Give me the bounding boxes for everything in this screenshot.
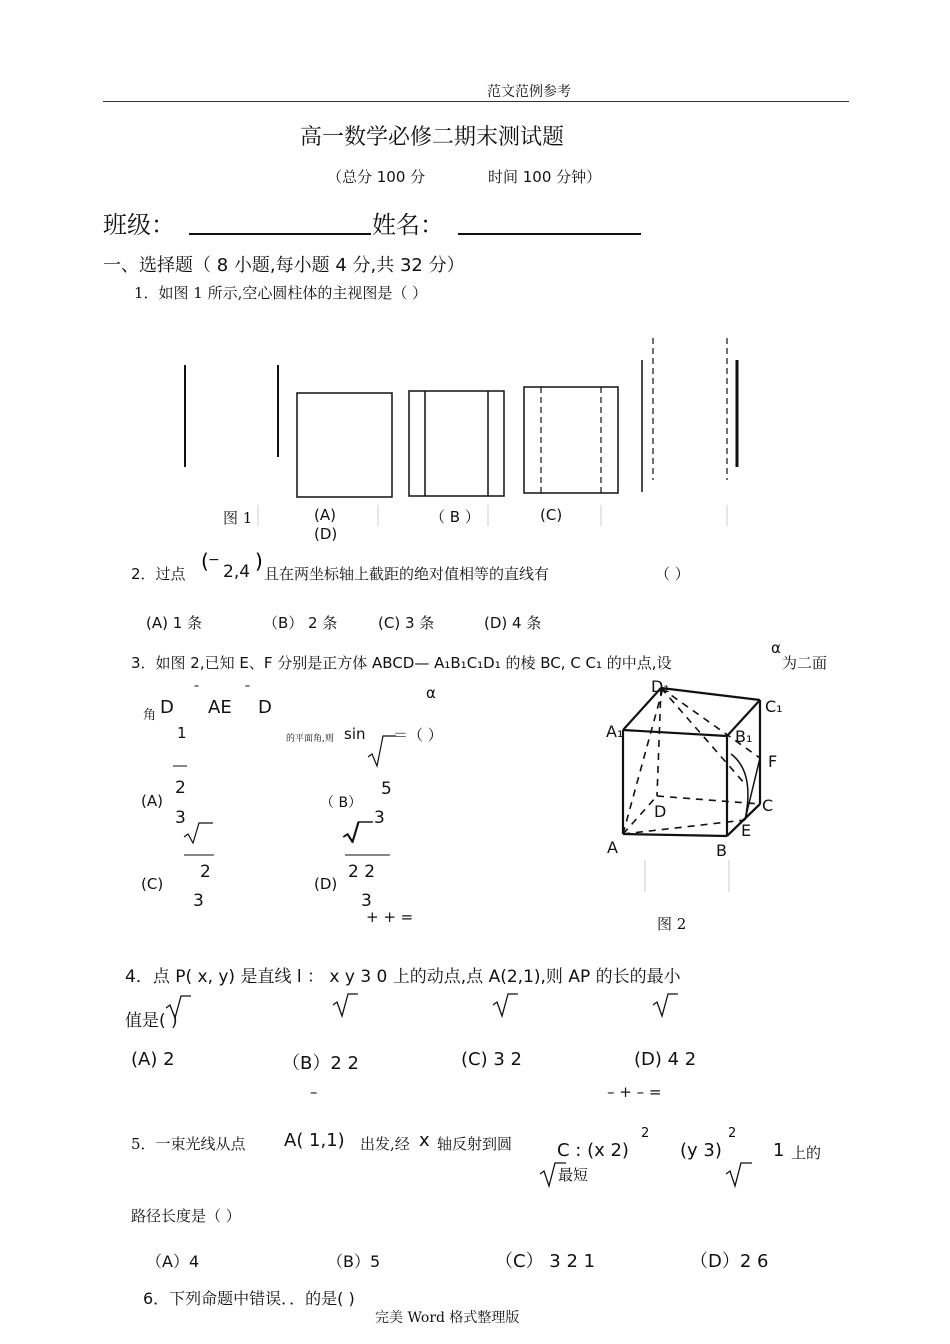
q3-sub1: 1 <box>177 724 187 742</box>
q3-d1: D <box>258 697 272 718</box>
q3-option-d-num: 2 2 <box>348 862 376 882</box>
q2-option-a[interactable]: (A) 1 条 <box>146 614 203 632</box>
svg-text:(: ( <box>201 549 209 573</box>
cube-label-c: C <box>762 796 774 815</box>
q2-text: 且在两坐标轴上截距的绝对值相等的直线有 <box>264 565 550 583</box>
figure-1 <box>0 330 950 530</box>
q5-i: 上的 <box>791 1144 822 1162</box>
q3-option-b-num: 5 <box>381 779 392 799</box>
q4-line2: 值是( ) <box>125 1011 178 1031</box>
page-title: 高一数学必修二期末测试题 <box>300 125 565 150</box>
q3-overbar-2: ¯ <box>244 684 251 700</box>
cube-label-f: F <box>768 752 778 771</box>
q2-option-b[interactable]: （B） 2 条 <box>263 614 338 632</box>
figure-1-label: 图 1 <box>223 509 253 527</box>
cube-label-b: B <box>716 841 727 860</box>
footer-caption: 完美 Word 格式整理版 <box>375 1310 520 1326</box>
q5-circle-x: C : (x 2) <box>557 1140 629 1161</box>
name-blank[interactable] <box>458 233 641 235</box>
name-label: 姓名： <box>372 211 444 239</box>
q3-option-b[interactable]: （ B） <box>320 795 363 811</box>
q5-x: x <box>419 1130 430 1151</box>
q5-option-c[interactable]: （C） 3 2 1 <box>495 1251 596 1272</box>
q2-option-d[interactable]: (D) 4 条 <box>484 614 542 632</box>
q4-option-a[interactable]: (A) 2 <box>131 1049 175 1070</box>
q3-alpha-2: α <box>426 684 436 702</box>
subtitle-time: 时间 100 分钟） <box>488 168 602 186</box>
q1-option-b[interactable]: （ B ） <box>430 508 480 526</box>
q5-sqrt-marks <box>538 1160 758 1192</box>
q3-alpha: α <box>771 639 781 657</box>
option-b-view <box>409 391 504 496</box>
q3-option-b-den: 3 <box>374 808 385 828</box>
option-c-view <box>524 387 618 493</box>
question-1: 1．如图 1 所示,空心圆柱体的主视图是（ ） <box>134 284 428 302</box>
q3-option-d-den: 3 <box>361 891 372 911</box>
q5-option-b[interactable]: （B）5 <box>327 1252 381 1271</box>
cube-label-d: D <box>654 802 667 821</box>
q3-small-text: 的平面角,则 <box>286 734 334 744</box>
header-rule <box>103 101 849 102</box>
q1-option-c[interactable]: (C) <box>540 506 563 524</box>
header-caption: 范文范例参考 <box>487 84 571 100</box>
cube-label-a: A <box>607 838 618 857</box>
cube-edge-a1b1 <box>623 730 727 736</box>
q3-sin: sin <box>344 725 366 743</box>
section-heading: 一、选择题（ 8 小题,每小题 4 分,共 32 分） <box>103 255 465 276</box>
cube-label-e: E <box>741 821 752 840</box>
q5-one: 1 <box>773 1140 785 1161</box>
q5-point: A( 1,1) <box>284 1130 345 1151</box>
figure-2-label: 图 2 <box>657 915 687 933</box>
q5-j: 最短 <box>558 1166 589 1184</box>
q4-mark-minus: – <box>310 1083 318 1101</box>
q3-option-c-num: 2 <box>200 862 211 882</box>
q2-minus: − <box>208 552 220 568</box>
q4-marks: – + – = <box>607 1083 662 1101</box>
q3-d: D <box>160 697 174 718</box>
class-blank[interactable] <box>189 233 371 235</box>
cube-label-b1: B₁ <box>735 727 753 746</box>
q3-line1-end: 为二面 <box>782 654 828 672</box>
q4-option-c[interactable]: (C) 3 2 <box>461 1049 522 1070</box>
q2-number: 2．过点 <box>131 565 186 583</box>
q3-option-d[interactable]: (D) <box>314 875 338 893</box>
class-label: 班级： <box>103 211 175 239</box>
q3-plus-marks: + + = <box>366 908 414 926</box>
q5-option-a[interactable]: （A）4 <box>146 1252 200 1271</box>
q1-option-d[interactable]: (D) <box>314 525 338 543</box>
q2-point: 2,4 <box>223 562 251 582</box>
option-a-view <box>297 393 392 497</box>
q3-option-c[interactable]: (C) <box>141 875 164 893</box>
q3-eq: ＝（ ） <box>393 726 443 744</box>
q5-sup-2: 2 <box>728 1126 737 1141</box>
q3-jiao: 角 <box>143 708 157 723</box>
q5-option-d[interactable]: （D）2 6 <box>690 1251 769 1272</box>
cube-label-a1: A₁ <box>606 722 624 741</box>
q1-option-a[interactable]: (A) <box>314 506 336 524</box>
q5-c: 出发,经 <box>360 1135 410 1153</box>
q5-a: 5．一束光线从点 <box>131 1135 246 1153</box>
figure-2-cube <box>595 672 825 902</box>
q2-option-c[interactable]: (C) 3 条 <box>378 614 435 632</box>
q5-e: 轴反射到圆 <box>437 1135 513 1153</box>
q4-option-b[interactable]: （B）2 2 <box>282 1053 359 1074</box>
q3-ae: AE <box>208 697 232 718</box>
q5-circle-y: (y 3) <box>680 1140 722 1161</box>
q4-option-d[interactable]: (D) 4 2 <box>634 1049 697 1070</box>
q5-sup-1: 2 <box>641 1126 650 1141</box>
q3-overbar: ¯ <box>193 684 200 700</box>
svg-text:): ) <box>255 549 263 573</box>
q3-option-a[interactable]: (A) <box>141 792 163 810</box>
q3-option-c-den: 3 <box>193 891 204 911</box>
q4-line1: 4．点 P( x, y) 是直线 l ： x y 3 0 上的动点,点 A(2,1),则 AP 的长的最小 <box>125 967 681 987</box>
q3-option-a-den: 3 <box>175 808 186 828</box>
q4-sqrt-marks <box>160 992 700 1032</box>
q2-answer-paren: （ ） <box>655 565 690 583</box>
cube-label-c1: C₁ <box>765 697 783 716</box>
question-6: 6．下列命题中错误．．的是( ) <box>143 1289 355 1308</box>
cube-label-d1: D₁ <box>651 677 670 696</box>
q5-line2: 路径长度是（ ） <box>131 1207 241 1225</box>
q3-option-a-num: 2 <box>175 778 186 798</box>
subtitle-score: （总分 100 分 <box>327 168 426 186</box>
q3-line1: 3．如图 2,已知 E、F 分别是正方体 ABCD— A₁B₁C₁D₁ 的棱 BC, C C₁ 的中点,设 <box>131 654 672 672</box>
